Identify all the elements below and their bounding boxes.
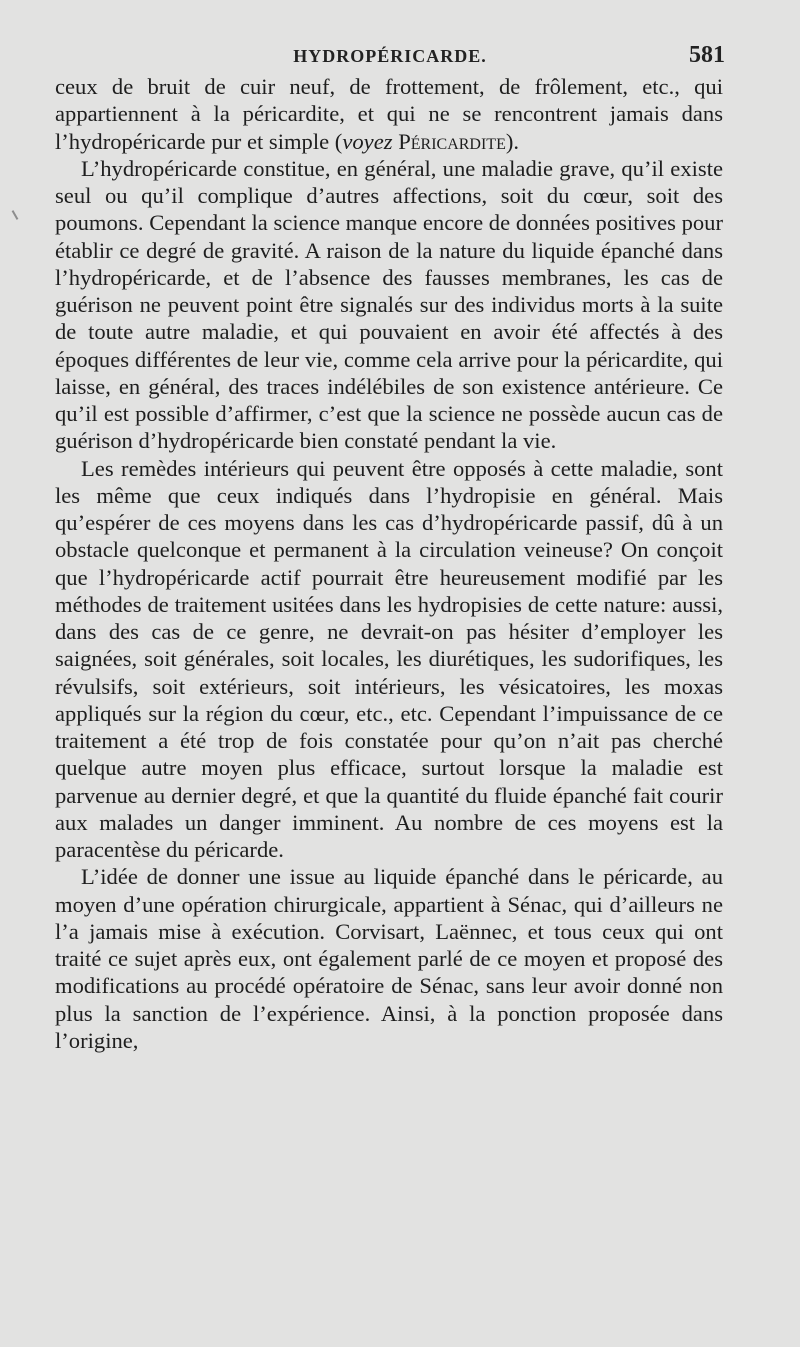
text-run: ). (505, 128, 520, 154)
smallcaps-text: Péricardite (398, 128, 506, 154)
text-run: L’hydropéricarde constitue, en général, une maladie grave, qu’il existe seul ou qu’il complique d’autres affections, soit du cœur, soit des poumons. Cependant la science manque encore de données positives pour établir ce degré de gravité. A raison de la nature du liquide épanché dans l’hydropéricarde, et de l’absence des fausses membranes, les cas de guérison ne peuvent point être signalés sur des individus morts à la suite de toute autre maladie, et qui pouvaient en avoir été affectés à des époques différentes de leur vie, comme cela arrive pour la péricardite, qui laisse, en général, des traces indélébiles de son existence antérieure. Ce qu’il est possible d’affirmer, c’est que la science ne possède aucun cas de guérison d’hydropéricarde bien constaté pendant la vie. (55, 155, 723, 454)
text-run: ceux de bruit de cuir neuf, de frottement, de frôlement, etc., qui appartiennent à la péricardite, et qui ne se rencontrent jamais dans l’hydropéricarde pur et simple ( (55, 74, 723, 154)
running-title: HYDROPÉRICARDE. (293, 46, 487, 66)
paragraph (55, 73, 723, 155)
page-header (55, 42, 725, 72)
italic-text: voyez (342, 128, 393, 154)
body-text (55, 73, 723, 1054)
margin-mark (12, 210, 19, 220)
paragraph (55, 455, 723, 864)
text-run: Les remèdes intérieurs qui peuvent être opposés à cette maladie, sont les même que ceux indiqués dans l’hydropisie en général. Mais qu’espérer de ces moyens dans les cas d’hydropéricarde passif, dû à un obstacle quelconque et permanent à la circulation veineuse? On conçoit que l’hydropéricarde actif pourrait être heureusement modifié par les méthodes de traitement usitées dans les hydropisies de cette nature: aussi, dans des cas de ce genre, ne devrait-on pas hésiter d’employer les saignées, soit générales, soit locales, les diurétiques, les sudorifiques, les révulsifs, soit extérieurs, soit intérieurs, les vésicatoires, les moxas appliqués sur la région du cœur, etc., etc. Cependant l’impuissance de ce traitement a été trop de fois constatée pour qu’on n’ait pas cherché quelque autre moyen plus efficace, surtout lorsque la maladie est parvenue au dernier degré, et que la quantité du fluide épanché fait courir aux malades un danger imminent. Au nombre de ces moyens est la paracentèse du péricarde. (55, 455, 723, 862)
paragraph (55, 863, 723, 1054)
page-number: 581 (689, 42, 725, 68)
text-run: L’idée de donner une issue au liquide épanché dans le péricarde, au moyen d’une opération chirurgicale, appartient à Sénac, qui d’ailleurs ne l’a jamais mise à exécution. Corvisart, Laënnec, et tous ceux qui ont traité ce sujet après eux, ont également parlé de ce moyen et proposé des modifications au procédé opératoire de Sénac, sans leur avoir donné non plus la sanction de l’expérience. Ainsi, à la ponction proposée dans l’origine, (55, 864, 723, 1053)
paragraph (55, 155, 723, 455)
